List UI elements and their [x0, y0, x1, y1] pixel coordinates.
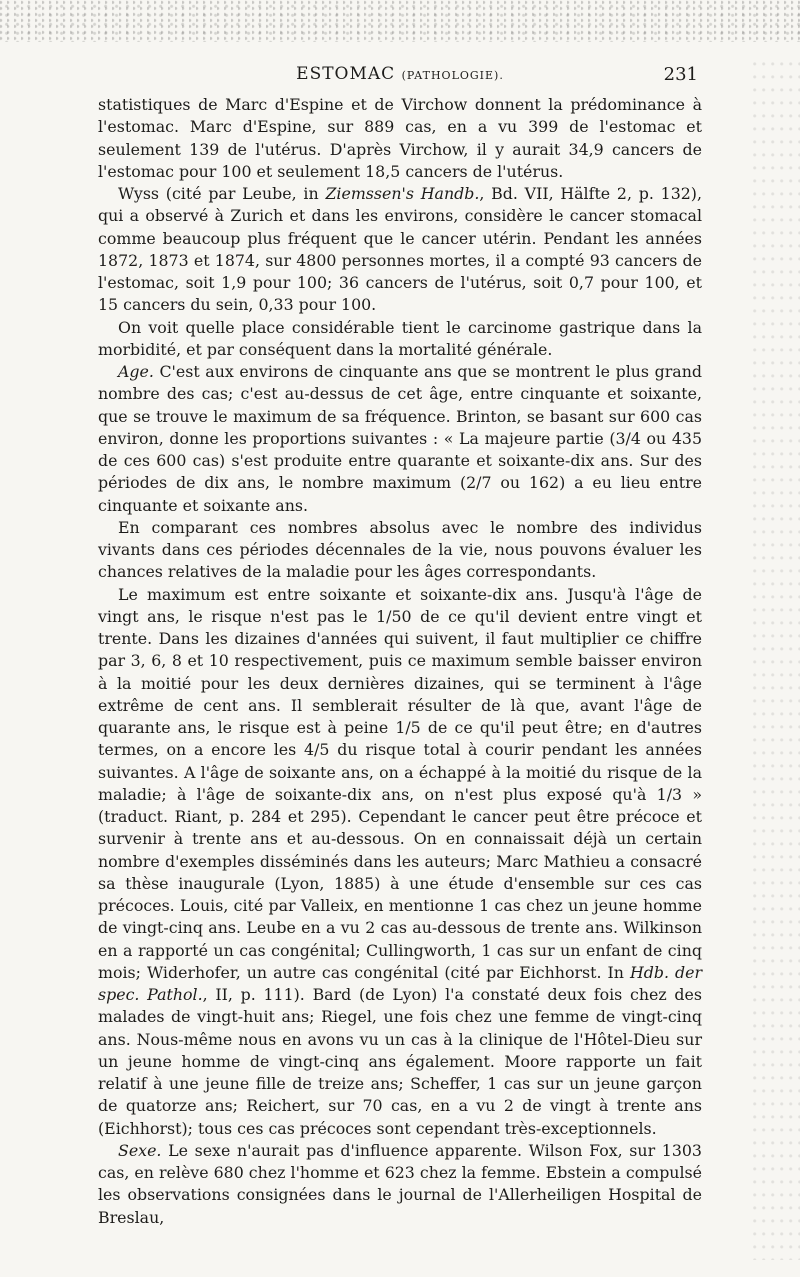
page-number: 231: [663, 64, 698, 85]
running-title-main: ESTOMAC: [296, 64, 396, 84]
running-head: [98, 52, 702, 90]
running-title: [98, 64, 702, 84]
scan-noise-right: [752, 60, 800, 1260]
italic-text: Age.: [118, 362, 154, 381]
text-run: Le maximum est entre soixante et soixante-dix ans. Jusqu'à l'âge de vingt ans, le risque n'est pas le 1/50 de ce qu'il devient entre vingt et trente. Dans les dizaines d'années qui suivent, il faut multiplier ce chiffre par 3, 6, 8 et 10 respectivement, puis ce maximum semble baisser environ à la moitié pour les deux dernières dizaines, qui se terminent à l'âge extrême de cent ans. Il semblerait résulter de là que, avant l'âge de quarante ans, le risque est à peine 1/5 de ce qu'il peut être; en d'autres termes, on a encore les 4/5 du risque total à courir pendant les années suivantes. A l'âge de soixante ans, on a échappé à la moitié du risque de la maladie; à l'âge de soixante-dix ans, on n'est plus exposé qu'à 1/3 » (traduct. Riant, p. 284 et 295). Cependant le cancer peut être précoce et survenir à trente ans et au-dessous. On en connaissait déjà un certain nombre d'exemples disséminés dans les auteurs; Marc Mathieu a consacré sa thèse inaugurale (Lyon, 1885) à une étude d'ensemble sur ces cas précoces. Louis, cité par Valleix, en mentionne 1 cas chez un jeune homme de vingt-cinq ans. Leube en a vu 2 cas au-dessous de trente ans. Wilkinson en a rapporté un cas congénital; Cullingworth, 1 cas sur un enfant de cinq mois; Widerhofer, un autre cas congénital (cité par Eichhorst. In: [98, 584, 702, 982]
paragraph: [98, 361, 702, 517]
text-run: En comparant ces nombres absolus avec le nombre des individus vivants dans ces périodes décennales de la vie, nous pouvons évaluer les chances relatives de la maladie pour les âges correspondants.: [98, 517, 702, 582]
text-run: On voit quelle place considérable tient le carcinome gastrique dans la morbidité, et par conséquent dans la mortalité générale.: [98, 317, 702, 359]
italic-text: Ziemssen's Handb.: [325, 184, 480, 203]
paragraph: [98, 584, 702, 1140]
paragraph: [98, 317, 702, 362]
body-text: [98, 94, 702, 1229]
running-title-sub: (PATHOLOGIE).: [401, 69, 504, 82]
paragraph: [98, 517, 702, 584]
text-run: , Bd. VII, Hälfte 2, p. 132), qui a observé à Zurich et dans les environs, considère le cancer stomacal comme beaucoup plus fréquent que le cancer utérin. Pendant les années 1872, 1873 et 1874, sur 4800 personnes mortes, il a compté 93 cancers de l'estomac, soit 1,9 pour 100; 36 cancers de l'utérus, soit 0,7 pour 100, et 15 cancers du sein, 0,33 pour 100.: [98, 184, 702, 315]
book-page: [98, 52, 702, 1229]
text-run: statistiques de Marc d'Espine et de Virchow donnent la prédominance à l'estomac. Marc d'Espine, sur 889 cas, en a vu 399 de l'estomac et seulement 139 de l'utérus. D'après Virchow, il y aurait 34,9 cancers de l'estomac pour 100 et seulement 18,5 cancers de l'utérus.: [98, 95, 702, 181]
italic-text: Sexe.: [118, 1140, 162, 1160]
text-run: , II, p. 111). Bard (de Lyon) l'a constaté deux fois chez des malades de vingt-huit ans; Riegel, une fois chez une femme de vingt-cinq ans. Nous-même nous en avons vu un cas à la clinique de l'Hôtel-Dieu sur un jeune homme de vingt-cinq ans également. Moore rapporte un fait relatif à une jeune fille de treize ans; Scheffer, 1 cas sur un jeune garçon de quatorze ans; Reichert, sur 70 cas, en a vu 2 de vingt à trente ans (Eichhorst); tous ces cas précoces sont cependant très-exceptionnels.: [98, 985, 703, 1138]
paragraph: [98, 1140, 702, 1229]
text-run: Le sexe n'aurait pas d'influence apparente. Wilson Fox, sur 1303 cas, en relève 680 chez l'homme et 623 chez la femme. Ebstein a compulsé les observations consignées dans le journal de l'Allerheiligen Hospital de Breslau,: [98, 1140, 702, 1227]
italic-text: Hdb. der spec. Pathol.: [98, 962, 702, 1004]
paragraph: [98, 183, 702, 317]
text-run: Wyss (cité par Leube, in: [118, 184, 326, 203]
paragraph: [98, 94, 702, 183]
text-run: C'est aux environs de cinquante ans que se montrent le plus grand nombre des cas; c'est au-dessus de cet âge, entre cinquante et soixante, que se trouve le maximum de sa fréquence. Brinton, se basant sur 600 cas environ, donne les proportions suivantes : « La majeure partie (3/4 ou 435 de ces 600 cas) s'est produite entre quarante et soixante-dix ans. Sur des périodes de dix ans, le nombre maximum (2/7 ou 162) a eu lieu entre cinquante et soixante ans.: [98, 362, 702, 515]
scan-noise-top: [0, 0, 800, 42]
